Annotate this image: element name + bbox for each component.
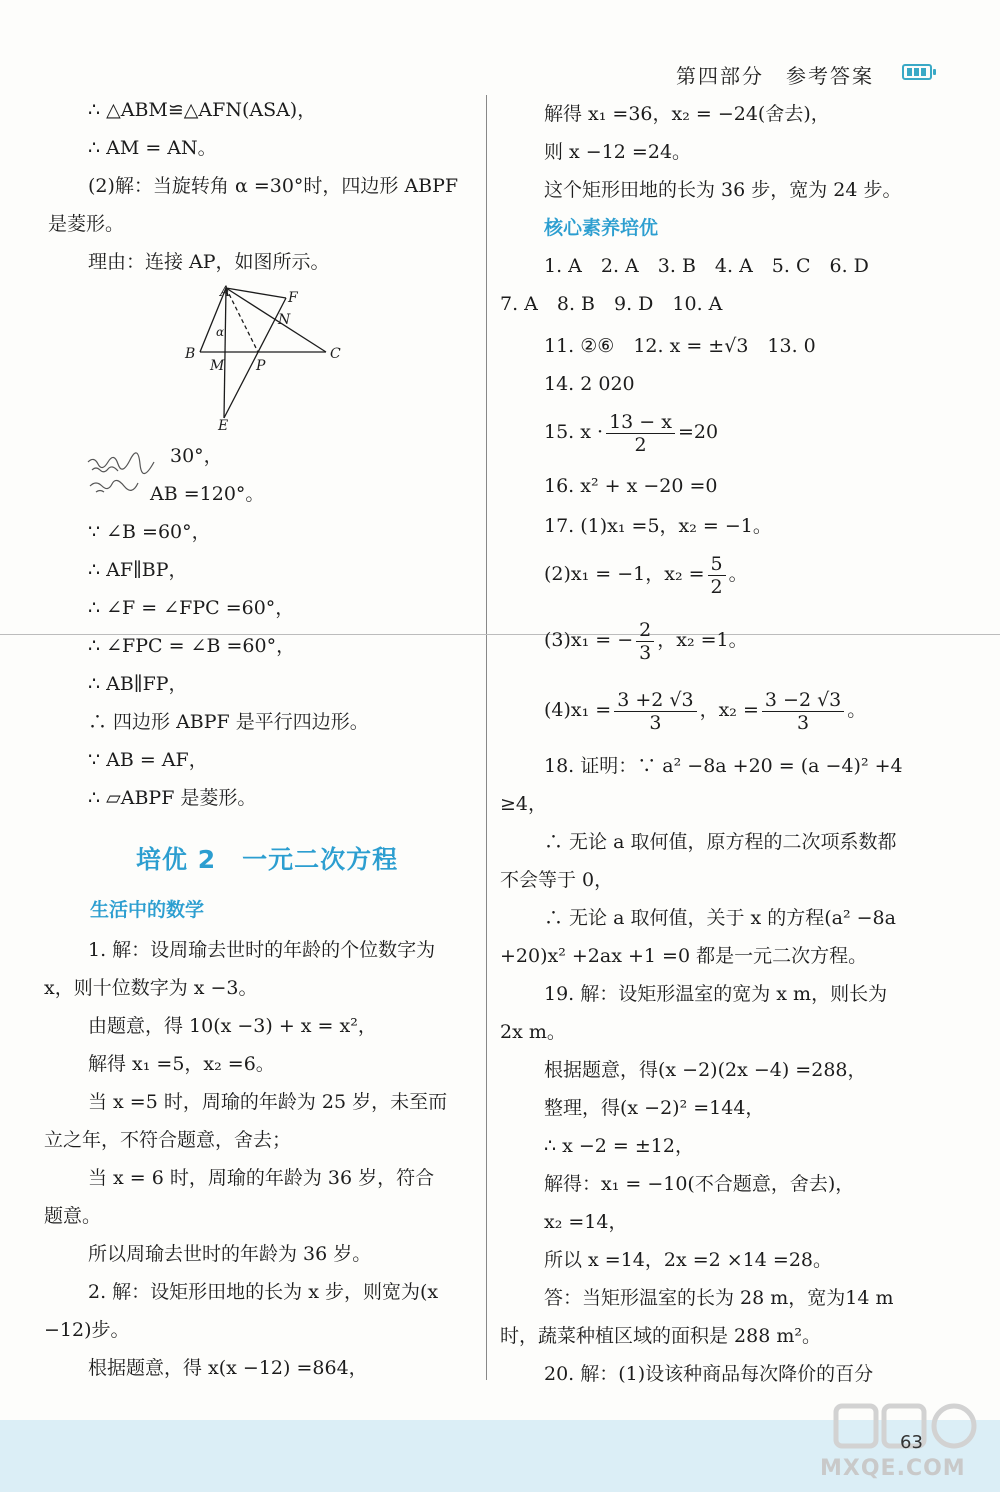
right-para-4: 不会等于 0， [500, 869, 614, 891]
left-line-15: ∴ ▱ABPF 是菱形。 [88, 787, 257, 809]
right-para-5: ∴ 无论 a 取何值，关于 x 的方程(a² −8a [544, 907, 896, 929]
fraction-denominator: 3 [797, 711, 810, 734]
right-para-3: ∴ 无论 a 取何值，原方程的二次项系数都 [544, 831, 897, 853]
answer-17-2-prefix: (2)x₁ = −1，x₂ = [544, 563, 705, 585]
right-para-2: ≥4， [500, 793, 548, 815]
answer-line-5 [544, 406, 718, 458]
fraction-denominator: 3 [639, 641, 652, 664]
left-line-1: ∴ △ABM≌△AFN(ASA)， [88, 99, 317, 121]
answer-17-3-suffix: ，x₂ =1。 [657, 629, 748, 651]
answer-line-3: 11. ②⑥ 12. x = ±√3 13. 0 [544, 335, 816, 357]
page-number: 63 [900, 1432, 923, 1453]
right-para-16: 时，蔬菜种植区域的面积是 288 m²。 [500, 1325, 821, 1347]
fraction-numerator: 2 [636, 619, 654, 642]
left-para-8: 题意。 [44, 1205, 102, 1227]
fraction [636, 619, 654, 664]
left-line-7: AB =120°。 [150, 483, 265, 505]
answer-line-1: 1. A 2. A 3. B 4. A 5. C 6. D [544, 255, 869, 277]
right-line-3: 这个矩形田地的长为 36 步，宽为 24 步。 [544, 179, 902, 201]
left-line-5: 理由：连接 AP，如图所示。 [88, 251, 330, 273]
fraction [708, 553, 726, 598]
right-para-11: ∴ x −2 = ±12， [544, 1135, 694, 1157]
answer-17-3-prefix: (3)x₁ = − [544, 629, 634, 651]
left-line-8: ∵ ∠B =60°， [88, 521, 211, 543]
fraction-numerator: 3 −2 √3 [762, 689, 844, 712]
answer-line-8 [544, 548, 748, 600]
left-para-1: 1. 解：设周瑜去世时的年龄的个位数字为 [88, 939, 436, 961]
right-para-1: 18. 证明：∵ a² −8a +20 = (a −4)² +4 [544, 755, 903, 777]
answer-17-4-prefix: (4)x₁ = [544, 699, 612, 721]
right-line-1: 解得 x₁ =36，x₂ = −24(舍去)， [544, 103, 830, 125]
left-line-6: 30°， [170, 445, 223, 467]
answer-line-6: 16. x² + x −20 =0 [544, 475, 718, 497]
left-para-4: 解得 x₁ =5，x₂ =6。 [88, 1053, 275, 1075]
left-line-9: ∴ AF∥BP， [88, 559, 188, 581]
left-line-14: ∵ AB = AF， [88, 749, 208, 771]
fraction [606, 411, 675, 456]
fraction-denominator: 3 [649, 711, 662, 734]
left-line-10: ∴ ∠F = ∠FPC =60°， [88, 597, 295, 619]
answer-line-2: 7. A 8. B 9. D 10. A [500, 293, 723, 315]
figure-label: F [288, 290, 298, 306]
right-para-13: x₂ =14， [544, 1211, 628, 1233]
answer-15-prefix: 15. x · [544, 421, 604, 443]
right-para-12: 解得：x₁ = −10(不合题意，舍去)， [544, 1173, 855, 1195]
fraction-numerator: 13 − x [606, 411, 675, 434]
fraction-numerator: 3 +2 √3 [614, 689, 696, 712]
left-para-10: 2. 解：设矩形田地的长为 x 步，则宽为(x [88, 1281, 439, 1303]
fraction [762, 689, 844, 734]
left-para-12: 根据题意，得 x(x −12) =864， [88, 1357, 368, 1379]
left-para-3: 由题意，得 10(x −3) + x = x²， [88, 1015, 377, 1037]
fraction [614, 689, 696, 734]
answer-15-suffix: =20 [677, 421, 719, 443]
left-line-12: ∴ AB∥FP， [88, 673, 188, 695]
figure-label: M [210, 358, 225, 374]
answer-17-4-middle: ，x₂ = [699, 699, 759, 721]
right-line-2: 则 x −12 =24。 [544, 141, 692, 163]
left-para-5: 当 x =5 时，周瑜的年龄为 25 岁，未至而 [88, 1091, 448, 1113]
column-divider [486, 95, 487, 1380]
sub-heading-core: 核心素养培优 [544, 217, 659, 239]
battery-icon [902, 64, 932, 80]
left-line-2: ∴ AM = AN。 [88, 137, 217, 159]
left-line-13: ∴ 四边形 ABPF 是平行四边形。 [88, 711, 369, 733]
figure-label: A [220, 284, 231, 300]
right-para-17: 20. 解：(1)设该种商品每次降价的百分 [544, 1363, 874, 1385]
left-line-11: ∴ ∠FPC = ∠B =60°， [88, 635, 296, 657]
figure-label: P [256, 358, 266, 374]
left-para-6: 立之年，不符合题意，舍去； [44, 1129, 292, 1151]
figure-label: E [218, 418, 229, 432]
left-para-7: 当 x = 6 时，周瑜的年龄为 36 岁，符合 [88, 1167, 435, 1189]
right-para-9: 根据题意，得(x −2)(2x −4) =288， [544, 1059, 867, 1081]
section-title: 培优 2 一元二次方程 [136, 845, 399, 874]
fraction-denominator: 2 [710, 575, 723, 598]
left-para-9: 所以周瑜去世时的年龄为 36 岁。 [88, 1243, 372, 1265]
answer-line-9 [544, 614, 748, 666]
figure-label: N [278, 312, 291, 328]
fraction-numerator: 5 [708, 553, 726, 576]
sub-heading-life-math: 生活中的数学 [90, 899, 205, 921]
left-para-2: x，则十位数字为 x −3。 [44, 977, 258, 999]
figure-label: B [185, 346, 196, 362]
geometry-figure [180, 282, 350, 432]
right-para-14: 所以 x =14，2x =2 ×14 =28。 [544, 1249, 833, 1271]
answer-line-4: 14. 2 020 [544, 373, 635, 395]
page-header-title: 第四部分 参考答案 [676, 64, 874, 88]
right-para-15: 答：当矩形温室的长为 28 m，宽为14 m [544, 1287, 894, 1309]
fraction-denominator: 2 [634, 433, 647, 456]
right-para-10: 整理，得(x −2)² =144， [544, 1097, 765, 1119]
left-line-3: (2)解：当旋转角 α =30°时，四边形 ABPF [88, 175, 459, 197]
figure-label: C [330, 346, 341, 362]
right-para-8: 2x m。 [500, 1021, 566, 1043]
answer-line-10 [544, 684, 866, 736]
right-para-7: 19. 解：设矩形温室的宽为 x m，则长为 [544, 983, 888, 1005]
watermark-text: MXQE.COM [820, 1456, 966, 1481]
left-line-4: 是菱形。 [48, 213, 125, 235]
figure-label: α [216, 325, 225, 339]
answer-17-2-suffix: 。 [728, 563, 748, 585]
right-para-6: +20)x² +2ax +1 =0 都是一元二次方程。 [500, 945, 868, 967]
answer-17-4-suffix: 。 [847, 699, 867, 721]
left-para-11: −12)步。 [44, 1319, 130, 1341]
answer-line-7: 17. (1)x₁ =5，x₂ = −1。 [544, 515, 772, 537]
